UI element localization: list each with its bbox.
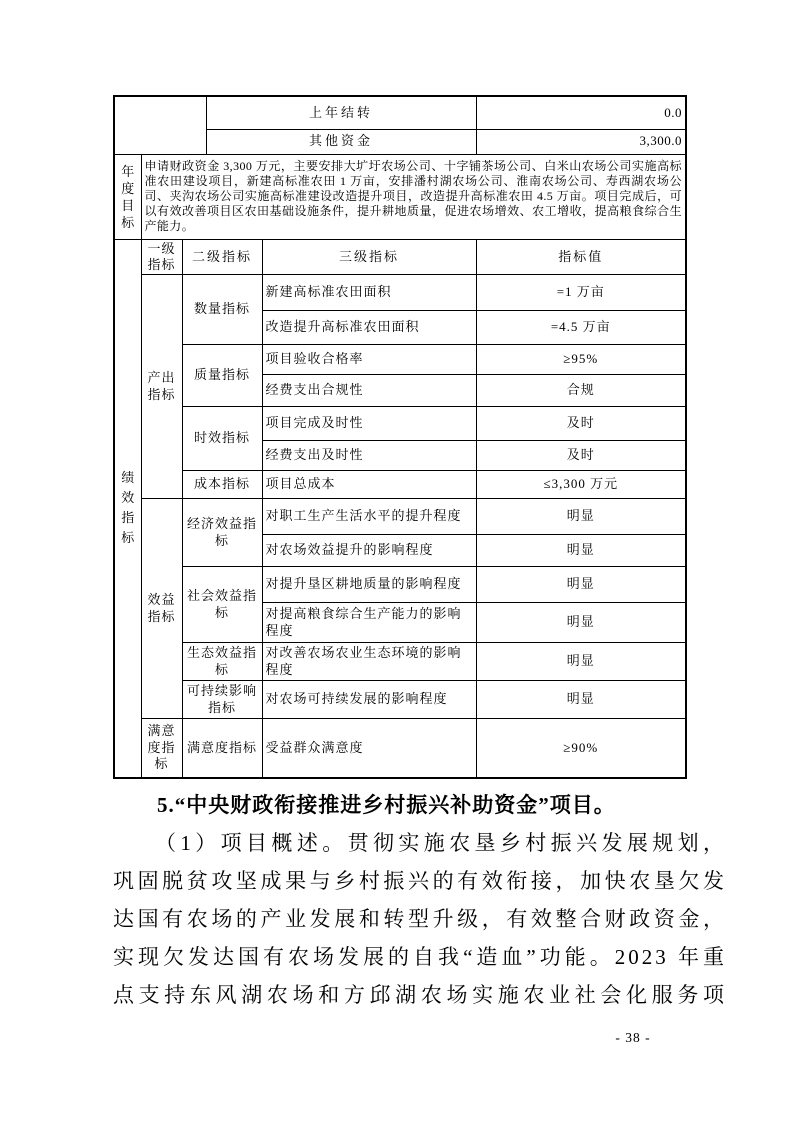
funding-label-cell: 其他资金 bbox=[206, 129, 476, 154]
table-row bbox=[114, 345, 686, 375]
indicator-name: 新建高标准农田面积 bbox=[262, 275, 476, 311]
table-row bbox=[114, 407, 686, 441]
table-row bbox=[114, 499, 686, 535]
header-level3: 三级指标 bbox=[262, 239, 476, 275]
body-text bbox=[113, 786, 727, 1014]
annual-goal-text: 申请财政资金 3,300 万元，主要安排大圹圩农场公司、十字铺茶场公司、白米山农场公司实施高标准农田建设项目，新建高标准农田 1 万亩，安排潘村湖农场公司、淮南农场公司、寿西湖农场公司、夹沟农场公司实施高标准建设改造提升项目，改造提升高标准农田 4.5 万亩。项目完成后，可以有效改善项目区农田基础设施条件，提升耕地质量，促进农场增效、农工增收，提高粮食综合生产能力。 bbox=[141, 154, 686, 239]
indicator-name: 对提高粮食综合生产能力的影响程度 bbox=[262, 603, 476, 643]
indicator-name: 对改善农场农业生态环境的影响程度 bbox=[262, 643, 476, 681]
funding-empty-cell bbox=[114, 96, 206, 154]
indicator-name: 对农场效益提升的影响程度 bbox=[262, 535, 476, 567]
table-row bbox=[114, 96, 686, 129]
table-row bbox=[114, 275, 686, 311]
annual-goal-label: 年度目标 bbox=[114, 154, 141, 239]
level2-cost: 成本指标 bbox=[182, 471, 262, 499]
table-row bbox=[114, 154, 686, 239]
level2-quantity: 数量指标 bbox=[182, 275, 262, 345]
indicator-value: ≤3,300 万元 bbox=[476, 471, 686, 499]
level2-quality: 质量指标 bbox=[182, 345, 262, 407]
level2-economic: 经济效益指标 bbox=[182, 499, 262, 567]
table-row bbox=[114, 567, 686, 603]
level2-ecological: 生态效益指标 bbox=[182, 643, 262, 681]
paragraph-line: 达国有农场的产业发展和转型升级，有效整合财政资金， bbox=[113, 907, 727, 931]
funding-value-cell: 0.0 bbox=[476, 96, 686, 129]
indicator-value: 明显 bbox=[476, 499, 686, 535]
indicator-value: 明显 bbox=[476, 567, 686, 603]
indicator-value: =4.5 万亩 bbox=[476, 311, 686, 345]
indicator-name: 经费支出合规性 bbox=[262, 375, 476, 407]
paragraph-line: 实现欠发达国有农场发展的自我“造血”功能。2023 年重 bbox=[113, 945, 727, 969]
table-row bbox=[114, 643, 686, 681]
paragraph-line: 巩固脱贫攻坚成果与乡村振兴的有效衔接，加快农垦欠发 bbox=[113, 869, 727, 893]
level2-satisfaction: 满意度指标 bbox=[182, 719, 262, 778]
indicator-name: 项目验收合格率 bbox=[262, 345, 476, 375]
indicator-value: 及时 bbox=[476, 441, 686, 471]
indicator-value: 明显 bbox=[476, 681, 686, 719]
paragraph-line: （1）项目概述。贯彻实施农垦乡村振兴发展规划， bbox=[155, 831, 727, 855]
table-row bbox=[114, 471, 686, 499]
level2-social: 社会效益指标 bbox=[182, 567, 262, 643]
indicator-value: ≥90% bbox=[476, 719, 686, 778]
performance-section-label: 绩效指标 bbox=[114, 239, 141, 778]
page-number: - 38 - bbox=[615, 1030, 651, 1045]
table-row bbox=[114, 239, 686, 275]
indicator-value: =1 万亩 bbox=[476, 275, 686, 311]
indicator-value: 合规 bbox=[476, 375, 686, 407]
indicator-value: 明显 bbox=[476, 603, 686, 643]
header-level1: 一级指标 bbox=[141, 239, 182, 275]
funding-value-cell: 3,300.0 bbox=[476, 129, 686, 154]
section-heading: 5.“中央财政衔接推进乡村振兴补助资金”项目。 bbox=[157, 793, 616, 817]
indicator-name: 对农场可持续发展的影响程度 bbox=[262, 681, 476, 719]
indicator-value: ≥95% bbox=[476, 345, 686, 375]
header-level2: 二级指标 bbox=[182, 239, 262, 275]
funding-label-cell: 上年结转 bbox=[206, 96, 476, 129]
level1-benefit: 效益指标 bbox=[141, 499, 182, 719]
indicator-name: 项目总成本 bbox=[262, 471, 476, 499]
indicator-name: 项目完成及时性 bbox=[262, 407, 476, 441]
level1-satisfaction: 满意度指标 bbox=[141, 719, 182, 778]
indicator-name: 改造提升高标准农田面积 bbox=[262, 311, 476, 345]
level2-sustainability: 可持续影响指标 bbox=[182, 681, 262, 719]
indicator-value: 及时 bbox=[476, 407, 686, 441]
indicator-value: 明显 bbox=[476, 643, 686, 681]
table-row bbox=[114, 719, 686, 778]
header-value: 指标值 bbox=[476, 239, 686, 275]
level2-timeliness: 时效指标 bbox=[182, 407, 262, 471]
performance-indicator-table bbox=[113, 95, 687, 779]
indicator-name: 受益群众满意度 bbox=[262, 719, 476, 778]
indicator-value: 明显 bbox=[476, 535, 686, 567]
paragraph-line: 点支持东风湖农场和方邱湖农场实施农业社会化服务项 bbox=[113, 983, 727, 1007]
indicator-name: 对提升垦区耕地质量的影响程度 bbox=[262, 567, 476, 603]
level1-output: 产出指标 bbox=[141, 275, 182, 499]
table-row bbox=[114, 681, 686, 719]
indicator-name: 经费支出及时性 bbox=[262, 441, 476, 471]
indicator-name: 对职工生产生活水平的提升程度 bbox=[262, 499, 476, 535]
